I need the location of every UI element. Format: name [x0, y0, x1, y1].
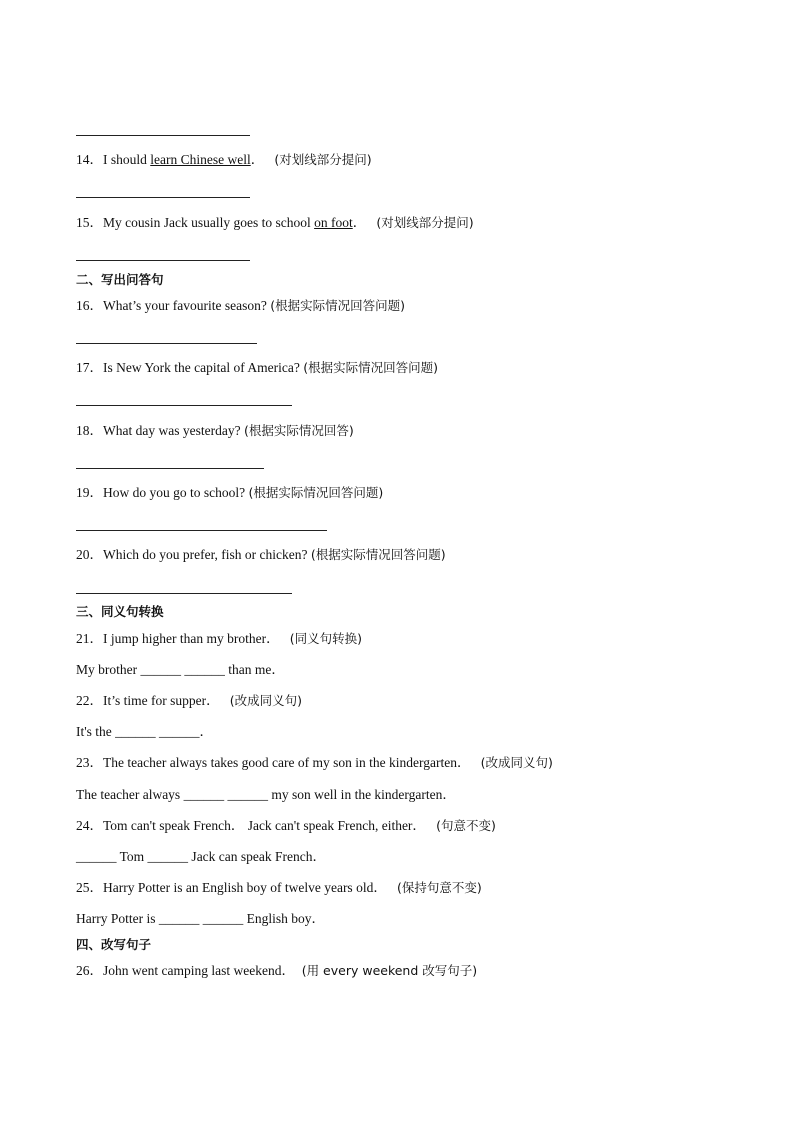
question-26 — [76, 963, 477, 979]
answer-line-20[interactable] — [76, 593, 292, 594]
underlined-part: learn Chinese well — [150, 152, 251, 167]
question-number: 20． — [76, 547, 103, 562]
answer-line-17[interactable] — [76, 405, 292, 406]
question-text: Harry Potter is an English boy of twelve years old． — [103, 880, 387, 895]
question-25 — [76, 880, 482, 896]
answer-24[interactable]: ______ Tom ______ Jack can speak French． — [76, 849, 327, 864]
instruction-note: (改成同义句) — [480, 755, 553, 770]
question-number: 23． — [76, 755, 103, 770]
question-punct: ． — [352, 215, 367, 230]
question-text: I should — [103, 152, 151, 167]
instruction-note: (改成同义句) — [229, 693, 302, 708]
question-number: 18． — [76, 423, 103, 438]
question-number: 19． — [76, 485, 103, 500]
question-punct: ． — [250, 152, 265, 167]
question-number: 22． — [76, 693, 103, 708]
question-23 — [76, 755, 553, 771]
instruction-note: (根据实际情况回答问题) — [248, 485, 384, 500]
question-number: 24． — [76, 818, 103, 833]
question-18 — [76, 423, 354, 439]
question-text: My cousin Jack usually goes to school — [103, 215, 315, 230]
question-16 — [76, 298, 405, 314]
question-number: 17． — [76, 360, 103, 375]
question-number: 15． — [76, 215, 103, 230]
instruction-note: (根据实际情况回答) — [243, 423, 354, 438]
question-number: 25． — [76, 880, 103, 895]
instruction-note: (句意不变) — [436, 818, 496, 833]
instruction-note: (根据实际情况回答问题) — [303, 360, 438, 375]
question-14 — [76, 152, 372, 168]
answer-line-15[interactable] — [76, 260, 250, 261]
answer-line-16[interactable] — [76, 343, 257, 344]
instruction-note: (根据实际情况回答问题) — [270, 298, 405, 313]
question-20 — [76, 547, 446, 563]
instruction-note: (用 every weekend 改写句子) — [301, 963, 478, 978]
section-heading-3: 三、同义句转换 — [76, 604, 164, 619]
question-text: I jump higher than my brother． — [103, 631, 280, 646]
answer-23[interactable]: The teacher always ______ ______ my son well in the kindergarten． — [76, 787, 456, 802]
question-21 — [76, 631, 362, 647]
instruction-note: (对划线部分提问) — [376, 215, 474, 230]
answer-line-13[interactable] — [76, 135, 250, 136]
answer-22[interactable]: It's the ______ ______． — [76, 724, 214, 739]
underlined-part: on foot — [314, 215, 353, 230]
question-15 — [76, 215, 474, 231]
instruction-note: (同义句转换) — [289, 631, 362, 646]
question-number: 26． — [76, 963, 103, 978]
question-text: Tom can't speak French． Jack can't speak French, either． — [103, 818, 426, 833]
question-17 — [76, 360, 438, 376]
answer-line-14[interactable] — [76, 197, 250, 198]
question-22 — [76, 693, 302, 709]
question-text: The teacher always takes good care of my son in the kindergarten． — [103, 755, 471, 770]
question-text: How do you go to school? — [103, 485, 246, 500]
question-19 — [76, 485, 383, 501]
instruction-note: (根据实际情况回答问题) — [310, 547, 446, 562]
question-text: What day was yesterday? — [103, 423, 241, 438]
instruction-note: (对划线部分提问) — [274, 152, 372, 167]
answer-25[interactable]: Harry Potter is ______ ______ English boy． — [76, 911, 325, 926]
question-text: Is New York the capital of America? — [103, 360, 300, 375]
question-number: 21． — [76, 631, 103, 646]
question-number: 14． — [76, 152, 103, 167]
question-number: 16． — [76, 298, 103, 313]
question-text: Which do you prefer, fish or chicken? — [103, 547, 308, 562]
question-text: It’s time for supper． — [103, 693, 220, 708]
instruction-note: (保持句意不变) — [396, 880, 482, 895]
question-text: John went camping last weekend． — [103, 963, 295, 978]
answer-21[interactable]: My brother ______ ______ than me． — [76, 662, 285, 677]
answer-line-19[interactable] — [76, 530, 327, 531]
section-heading-4: 四、改写句子 — [76, 937, 152, 952]
question-24 — [76, 818, 496, 834]
question-text: What’s your favourite season? — [103, 298, 267, 313]
answer-line-18[interactable] — [76, 468, 264, 469]
section-heading-2: 二、写出问答句 — [76, 272, 164, 287]
